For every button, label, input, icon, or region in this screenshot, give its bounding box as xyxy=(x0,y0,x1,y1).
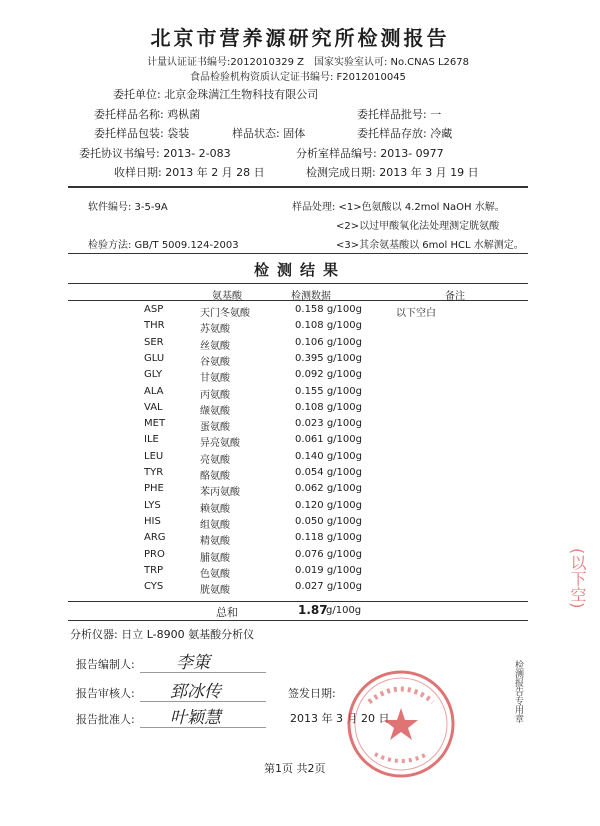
amino-value: 0.027 g/100g xyxy=(295,581,362,593)
table-row xyxy=(0,416,600,432)
prepared-by-signature: 李䇿 xyxy=(176,653,210,673)
amino-name: 天门冬氨酸 xyxy=(200,308,250,319)
amino-value: 0.054 g/100g xyxy=(295,467,362,478)
reviewed-by-signature: 郅冰传 xyxy=(170,682,221,702)
page-number: 第1页 共2页 xyxy=(264,762,326,775)
table-row xyxy=(0,318,600,334)
divider-bottom xyxy=(68,620,528,621)
table-row xyxy=(0,579,600,595)
issue-date: 2013 年 3 月 20 日 xyxy=(290,712,390,725)
amino-value: 0.108 g/100g xyxy=(295,401,362,413)
amino-name: 色氨酸 xyxy=(200,568,230,580)
treatment-3: <3>其余氨基酸以 6mol HCL 水解测定。 xyxy=(336,240,524,251)
amino-value: 0.023 g/100g xyxy=(295,418,362,430)
amino-value: 0.061 g/100g xyxy=(295,434,362,446)
remark-text: 以下空白 xyxy=(396,308,436,319)
table-row xyxy=(0,432,600,448)
reviewed-by-label: 报告审核人: xyxy=(76,687,135,700)
approved-by-signature: 叶颖慧 xyxy=(170,708,221,728)
amino-name: 苯丙氨酸 xyxy=(200,487,240,499)
amino-abbr: HIS xyxy=(144,515,161,527)
amino-name: 蛋氨酸 xyxy=(200,422,230,434)
header-amino-acid: 氨基酸 xyxy=(212,291,242,302)
treatment-2: <2>以过甲酸氧化法处理测定胱氨酸 xyxy=(336,221,500,232)
amino-value: 0.108 g/100g xyxy=(295,320,362,332)
received-date: 收样日期: 2013 年 2 月 28 日 xyxy=(114,166,265,179)
amino-abbr: PHE xyxy=(144,483,164,495)
side-handwriting: (以下空) xyxy=(568,548,587,609)
amino-value: 0.155 g/100g xyxy=(295,385,362,397)
prepared-by-label: 报告编制人: xyxy=(76,658,135,671)
table-row xyxy=(0,563,600,579)
approved-sig-line xyxy=(140,727,266,728)
amino-name: 赖氨酸 xyxy=(200,503,230,515)
sample-storage: 委托样品存放: 冷藏 xyxy=(357,127,453,140)
table-row xyxy=(0,400,600,416)
amino-name: 丝氨酸 xyxy=(200,340,230,352)
test-standard: 检验方法: GB/T 5009.124-2003 xyxy=(88,240,239,251)
table-row xyxy=(0,367,600,383)
table-row xyxy=(0,302,600,318)
amino-name: 胱氨酸 xyxy=(200,585,230,597)
amino-abbr: PRO xyxy=(144,548,165,560)
amino-abbr: LYS xyxy=(144,499,161,511)
amino-abbr: GLY xyxy=(144,369,163,381)
amino-abbr: MET xyxy=(144,418,166,430)
table-row xyxy=(0,498,600,514)
amino-abbr: ASP xyxy=(144,304,164,315)
table-row xyxy=(0,335,600,351)
amino-abbr: LEU xyxy=(144,450,164,462)
amino-value: 0.062 g/100g xyxy=(295,483,362,495)
margin-note: 检测报告专用章 xyxy=(513,660,523,723)
approved-by-label: 报告批准人: xyxy=(76,713,135,726)
table-row xyxy=(0,514,600,530)
amino-abbr: CYS xyxy=(144,581,164,593)
cnas-accreditation: 国家实验室认可: No.CNAS L2678 xyxy=(314,57,469,68)
amino-value: 0.140 g/100g xyxy=(295,450,362,462)
client-name: 委托单位: 北京金珠满江生物科技有限公司 xyxy=(113,88,319,101)
amino-abbr: VAL xyxy=(144,401,163,413)
amino-name: 谷氨酸 xyxy=(200,356,230,368)
amino-abbr: ARG xyxy=(144,532,166,544)
completed-date: 检测完成日期: 2013 年 3 月 19 日 xyxy=(306,166,479,179)
amino-value: 0.092 g/100g xyxy=(295,369,362,381)
amino-value: 0.395 g/100g xyxy=(295,352,362,364)
sample-name: 委托样品名称: 鸡枞菌 xyxy=(94,108,201,121)
amino-value: 0.019 g/100g xyxy=(295,564,362,576)
amino-name: 精氨酸 xyxy=(200,536,230,548)
total-rule xyxy=(68,601,528,602)
lab-sample-no: 分析室样品编号: 2013- 0977 xyxy=(296,147,444,160)
total-unit: g/100g xyxy=(326,605,362,616)
amino-value: 0.106 g/100g xyxy=(295,336,362,348)
amino-name: 甘氨酸 xyxy=(200,373,230,385)
sample-packaging: 委托样品包装: 袋装 xyxy=(94,127,190,140)
amino-value: 0.050 g/100g xyxy=(295,515,362,527)
table-row xyxy=(0,351,600,367)
metrology-cert-no: 计量认证证书编号:2012010329 Z xyxy=(147,57,305,68)
sample-batch: 委托样品批号: 一 xyxy=(357,108,442,121)
amino-name: 亮氨酸 xyxy=(200,454,230,466)
divider-top xyxy=(68,186,528,188)
amino-abbr: ILE xyxy=(144,434,159,446)
amino-value: 0.120 g/100g xyxy=(295,499,362,511)
agreement-no: 委托协议书编号: 2013- 2-083 xyxy=(79,147,231,160)
amino-name: 异亮氨酸 xyxy=(200,438,240,450)
amino-name: 脯氨酸 xyxy=(200,552,230,564)
results-header-rule xyxy=(68,283,528,284)
amino-name: 酪氨酸 xyxy=(200,471,230,482)
results-title: 检测结果 xyxy=(253,261,346,279)
qualification-cert-no: 食品检验机构资质认定证书编号: F2012010045 xyxy=(190,72,406,83)
table-row xyxy=(0,530,600,546)
sample-state: 样品状态: 固体 xyxy=(232,127,306,140)
amino-value: 0.076 g/100g xyxy=(295,548,362,560)
issue-date-label: 签发日期: xyxy=(288,687,336,700)
table-row xyxy=(0,547,600,563)
header-test-data: 检测数据 xyxy=(291,291,331,302)
amino-name: 苏氨酸 xyxy=(200,324,230,336)
amino-abbr: TRP xyxy=(144,564,164,576)
software-no: 软件编号: 3-5-9A xyxy=(88,202,168,213)
amino-abbr: TYR xyxy=(144,467,164,478)
reviewed-sig-line xyxy=(140,701,266,702)
amino-abbr: GLU xyxy=(144,352,165,364)
prepared-sig-line xyxy=(140,672,266,673)
analysis-instrument: 分析仪器: 日立 L-8900 氨基酸分析仪 xyxy=(70,628,255,641)
total-label: 总和 xyxy=(216,606,238,619)
amino-abbr: SER xyxy=(144,336,164,348)
report-title: 北京市营养源研究所检测报告 xyxy=(150,26,450,50)
table-row xyxy=(0,384,600,400)
table-row xyxy=(0,449,600,465)
total-value: 1.87 xyxy=(298,603,328,617)
table-row xyxy=(0,465,600,481)
table-row xyxy=(0,481,600,497)
official-seal-icon xyxy=(345,668,457,780)
amino-abbr: ALA xyxy=(144,385,164,397)
divider-method xyxy=(68,253,528,254)
results-header-bottom-rule xyxy=(68,300,528,301)
amino-name: 丙氨酸 xyxy=(200,389,230,401)
header-remark: 备注 xyxy=(445,291,465,302)
amino-name: 组氨酸 xyxy=(200,519,230,531)
amino-name: 缬氨酸 xyxy=(200,405,230,417)
treatment-1: 样品处理: <1>色氨酸以 4.2mol NaOH 水解。 xyxy=(292,202,505,213)
amino-value: 0.158 g/100g xyxy=(295,304,362,315)
amino-value: 0.118 g/100g xyxy=(295,532,362,544)
amino-abbr: THR xyxy=(144,320,165,332)
